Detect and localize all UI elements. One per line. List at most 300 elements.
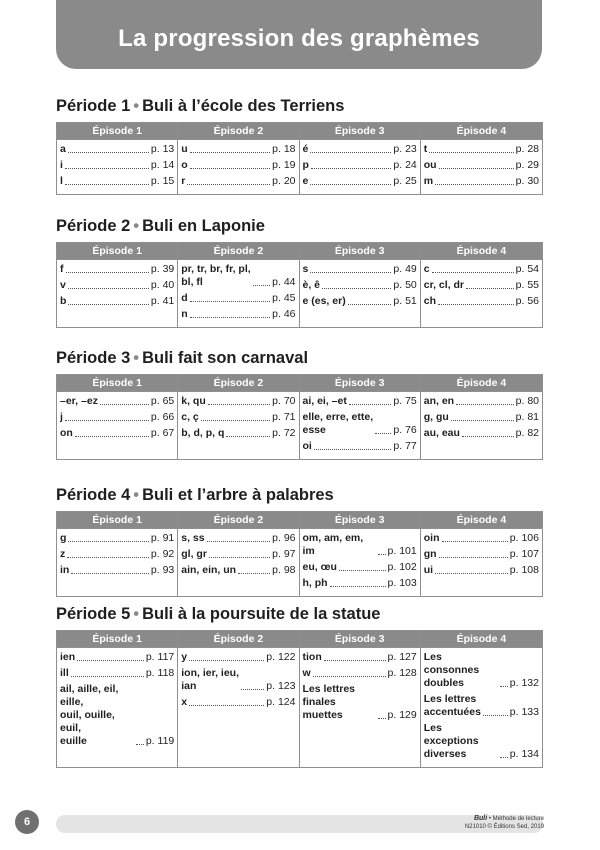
grapheme-entry [181,696,295,709]
title-banner [56,0,542,69]
dot-leader [466,288,514,289]
dot-leader [500,686,508,687]
episode-body [421,648,542,767]
grapheme: y [181,651,188,663]
dot-leader [310,272,391,273]
grapheme: gn [423,548,437,560]
grapheme-entry [60,667,174,680]
dot-leader [207,541,271,542]
dot-leader [339,570,386,571]
grapheme: é [302,143,309,155]
grapheme-entry [303,440,417,453]
dot-leader [310,152,391,153]
page-reference: p. 118 [145,667,175,679]
period-section [56,95,543,187]
grapheme: Les lettres finales muettes [302,683,356,721]
grapheme: e [302,175,309,187]
grapheme: ain, ein, un [181,564,237,576]
grapheme-entry [60,175,174,188]
grapheme: on [60,427,73,439]
episode-header: Épisode 3 [300,631,420,648]
episode-header: Épisode 4 [421,375,542,392]
page-reference: p. 65 [150,395,175,407]
episode-column [57,631,178,767]
page-reference: p. 29 [515,159,539,171]
episode-column [57,512,178,596]
page-reference: p. 51 [393,295,417,307]
grapheme-entry [181,427,295,440]
episode-column [300,512,421,596]
grapheme: ail, aille, eil, eille, ouil, ouille, euil, euille [60,683,119,747]
page-reference: p. 117 [145,651,175,663]
grapheme: s [302,263,309,275]
period-number: Période 2 [56,217,131,235]
dot-leader [349,404,392,405]
grapheme: d [181,292,188,304]
grapheme: ien [60,651,76,663]
dot-leader [208,404,270,405]
grapheme-entry [303,651,417,664]
episode-body [421,260,542,314]
page-reference: p. 55 [515,279,539,291]
page-reference: p. 56 [515,295,539,307]
dot-leader [68,541,148,542]
dot-leader [438,304,514,305]
grapheme: g, gu [423,411,449,423]
page-reference: p. 70 [272,395,296,407]
episode-column [178,243,299,327]
episode-body [178,260,298,327]
dot-leader [330,586,386,587]
period-title: Buli à l’école des Terriens [142,97,345,115]
grapheme-entry [303,175,417,188]
page-reference: p. 134 [509,748,539,760]
grapheme: eu, œu [302,561,337,573]
dot-leader [68,152,149,153]
page-reference: p. 39 [150,263,175,275]
grapheme: j [60,411,63,423]
page-reference: p. 122 [266,651,296,663]
grapheme-entry [181,651,295,664]
grapheme-entry [60,395,174,408]
episode-header: Épisode 2 [178,243,298,260]
grapheme-entry [303,411,417,437]
period-number: Période 1 [56,97,131,115]
dot-leader [189,705,264,706]
page-reference: p. 44 [272,276,296,288]
grapheme-entry [60,159,174,172]
grapheme: i [60,159,63,171]
page-reference: p. 91 [150,532,175,544]
dot-leader [190,301,270,302]
dot-leader [187,184,270,185]
grapheme: tion [302,651,322,663]
period-bullet: • [133,217,140,235]
grapheme: u [181,143,188,155]
episode-body [57,140,177,194]
period-title: Buli et l’arbre à palabres [142,486,334,504]
grapheme-entry [60,651,174,664]
grapheme: oin [423,532,440,544]
grapheme-entry [424,651,539,690]
dot-leader [190,317,270,318]
dot-leader [314,449,392,450]
grapheme-entry [181,263,295,289]
episode-header: Épisode 4 [421,123,542,140]
dot-leader [71,676,144,677]
page-reference: p. 92 [150,548,175,560]
grapheme-entry [424,159,539,172]
page-reference: p. 98 [272,564,296,576]
grapheme: ion, ier, ieu, ian [181,667,240,692]
episode-body [178,648,298,715]
page-reference: p. 101 [387,545,417,557]
grapheme-entry [60,263,174,276]
page-reference: p. 30 [515,175,539,187]
grapheme: gl, gr [181,548,207,560]
episodes-table [56,242,543,328]
period-number: Période 4 [56,486,131,504]
dot-leader [209,557,270,558]
dot-leader [322,288,391,289]
grapheme: x [181,696,188,708]
episode-body [421,392,542,446]
period-heading [56,95,543,117]
page-reference: p. 108 [509,564,539,576]
grapheme-entry [181,292,295,305]
episode-body [300,529,420,596]
page-reference: p. 72 [272,427,296,439]
page-reference: p. 81 [515,411,539,423]
grapheme: ch [423,295,437,307]
episode-column [421,375,542,459]
episode-header: Épisode 3 [300,243,420,260]
page-reference: p. 124 [266,696,296,708]
page-reference: p. 129 [387,709,417,721]
page-reference: p. 77 [393,440,417,452]
grapheme-entry [60,548,174,561]
dot-leader [442,541,508,542]
episode-header: Épisode 1 [57,375,177,392]
grapheme-entry [424,693,539,719]
dot-leader [238,573,270,574]
grapheme-entry [60,143,174,156]
episode-header: Épisode 2 [178,375,298,392]
dot-leader [435,573,508,574]
episode-column [178,512,299,596]
grapheme-entry [60,295,174,308]
dot-leader [77,660,144,661]
grapheme: c [423,263,430,275]
brand-logo: Buli [473,815,488,822]
episode-body [300,140,420,194]
dot-leader [71,573,149,574]
episode-body [421,529,542,583]
grapheme-entry [303,279,417,292]
episode-header: Épisode 3 [300,512,420,529]
page-title: La progression des graphèmes [118,24,480,52]
period-section [56,484,543,589]
page-reference: p. 76 [393,424,417,436]
page-reference: p. 119 [145,735,175,747]
episode-body [57,392,177,446]
page-reference: p. 128 [387,667,417,679]
grapheme: a [60,143,66,155]
grapheme-entry [181,411,295,424]
grapheme: oi [302,440,312,452]
episode-column [178,375,299,459]
period-bullet: • [133,97,140,115]
page-reference: p. 93 [150,564,175,576]
grapheme-entry [181,395,295,408]
grapheme: è, ê [302,279,321,291]
grapheme: om, am, em, im [302,532,364,557]
episode-column [178,631,299,767]
grapheme: Les consonnes doubles [423,651,480,689]
page-reference: p. 107 [509,548,539,560]
grapheme: Les lettres accentuées [423,693,481,718]
dot-leader [190,152,270,153]
dot-leader [313,676,386,677]
page-reference: p. 54 [515,263,539,275]
page-reference: p. 82 [515,427,539,439]
page-reference: p. 50 [393,279,417,291]
period-heading [56,347,543,369]
dot-leader [439,168,514,169]
grapheme-entry [303,683,417,722]
grapheme-entry [303,143,417,156]
page-reference: p. 75 [393,395,417,407]
grapheme-entry [424,564,539,577]
page-reference: p. 106 [509,532,539,544]
dot-leader [201,420,270,421]
page-reference: p. 103 [387,577,417,589]
grapheme-entry [303,532,417,558]
grapheme-entry [424,411,539,424]
episodes-table [56,122,543,195]
grapheme-entry [424,263,539,276]
grapheme-entry [60,564,174,577]
episode-column [300,375,421,459]
page-reference: p. 67 [150,427,175,439]
episodes-table [56,630,543,768]
dot-leader [310,184,391,185]
grapheme: h, ph [302,577,328,589]
episode-body [178,140,298,194]
page-reference: p. 97 [272,548,296,560]
page-reference: p. 19 [272,159,296,171]
dot-leader [241,689,264,690]
dot-leader [136,744,144,745]
grapheme: w [302,667,311,679]
grapheme-entry [424,532,539,545]
grapheme: ill [60,667,69,679]
grapheme-entry [424,175,539,188]
grapheme-entry [60,532,174,545]
page-reference: p. 123 [266,680,296,692]
dot-leader [68,304,148,305]
grapheme-entry [303,577,417,590]
grapheme-entry [303,667,417,680]
grapheme: b [60,295,67,307]
dot-leader [500,757,508,758]
dot-leader [348,304,392,305]
page-reference: p. 133 [509,706,539,718]
episode-column [57,375,178,459]
episode-header: Épisode 1 [57,512,177,529]
episode-column [421,512,542,596]
episode-body [421,140,542,194]
dot-leader [378,718,386,719]
episode-column [57,243,178,327]
grapheme-entry [60,427,174,440]
footer-copyright: N21010 © Éditions Sed, 2019 [464,824,544,830]
dot-leader [483,715,508,716]
dot-leader [429,152,513,153]
period-number: Période 3 [56,349,131,367]
period-title: Buli en Laponie [142,217,265,235]
episode-body [300,392,420,459]
episode-body [178,392,298,446]
page-reference: p. 41 [150,295,175,307]
grapheme: ou [423,159,437,171]
dot-leader [432,272,514,273]
grapheme: v [60,279,66,291]
period-section [56,603,543,760]
page-reference: p. 23 [393,143,417,155]
episode-column [421,243,542,327]
dot-leader [100,404,149,405]
episode-header: Épisode 1 [57,243,177,260]
episode-body [178,529,298,583]
grapheme: in [60,564,70,576]
page-number: 6 [15,810,39,834]
episodes-table [56,374,543,460]
grapheme: ui [423,564,434,576]
grapheme-entry [424,427,539,440]
period-bullet: • [133,349,140,367]
episode-column [421,631,542,767]
grapheme-entry [303,561,417,574]
page-reference: p. 66 [150,411,175,423]
footer-text [465,815,544,831]
page-reference: p. 24 [393,159,417,171]
grapheme: f [60,263,64,275]
dot-leader [311,168,391,169]
page-reference: p. 96 [272,532,296,544]
period-title: Buli fait son carnaval [142,349,309,367]
grapheme-entry [424,395,539,408]
grapheme: s, ss [181,532,205,544]
episode-body [300,260,420,314]
page-reference: p. 102 [387,561,417,573]
grapheme: c, ç [181,411,199,423]
grapheme: p [302,159,309,171]
period-bullet: • [133,486,140,504]
grapheme-entry [181,667,295,693]
page-reference: p. 71 [272,411,296,423]
dot-leader [435,184,514,185]
grapheme: ai, ei, –et [302,395,347,407]
period-section [56,215,543,320]
page-reference: p. 13 [150,143,175,155]
episode-header: Épisode 2 [178,512,298,529]
dot-leader [189,660,264,661]
dot-leader [66,272,149,273]
grapheme: t [423,143,428,155]
dot-leader [65,184,149,185]
grapheme-entry [303,159,417,172]
grapheme: cr, cl, dr [423,279,465,291]
episode-header: Épisode 1 [57,631,177,648]
episode-header: Épisode 2 [178,631,298,648]
episode-column [300,243,421,327]
grapheme-entry [181,564,295,577]
episode-column [178,123,299,194]
episode-header: Épisode 4 [421,243,542,260]
dot-leader [75,436,149,437]
grapheme-entry [181,548,295,561]
dot-leader [378,554,386,555]
page-reference: p. 80 [515,395,539,407]
grapheme: l [60,175,63,187]
dot-leader [375,433,391,434]
episode-body [57,260,177,314]
page-reference: p. 14 [150,159,175,171]
episode-header: Épisode 3 [300,123,420,140]
dot-leader [451,420,514,421]
grapheme: an, en [423,395,455,407]
dot-leader [456,404,514,405]
grapheme: b, d, p, q [181,427,225,439]
grapheme: e (es, er) [302,295,346,307]
grapheme-entry [424,722,539,761]
footer-bullet: • [488,816,491,822]
episode-column [57,123,178,194]
episode-column [300,631,421,767]
episode-header: Épisode 4 [421,631,542,648]
episode-body [57,529,177,583]
grapheme: n [181,308,188,320]
page-reference: p. 40 [150,279,175,291]
dot-leader [190,168,270,169]
grapheme-entry [424,548,539,561]
page-reference: p. 15 [150,175,175,187]
grapheme: pr, tr, br, fr, pl, bl, fl [181,263,251,288]
episode-header: Épisode 3 [300,375,420,392]
page-reference: p. 49 [393,263,417,275]
episode-header: Épisode 1 [57,123,177,140]
period-heading [56,215,543,237]
episode-header: Épisode 2 [178,123,298,140]
page-reference: p. 46 [272,308,296,320]
episode-body [300,648,420,728]
grapheme-entry [181,143,295,156]
grapheme-entry [181,175,295,188]
page-reference: p. 45 [272,292,296,304]
grapheme-entry [303,295,417,308]
dot-leader [68,288,149,289]
dot-leader [67,557,149,558]
grapheme: r [181,175,186,187]
grapheme: k, qu [181,395,206,407]
grapheme: g [60,532,67,544]
period-number: Période 5 [56,605,131,623]
grapheme: –er, –ez [60,395,98,407]
page-reference: p. 20 [272,175,296,187]
period-section [56,347,543,452]
episode-body [57,648,177,754]
